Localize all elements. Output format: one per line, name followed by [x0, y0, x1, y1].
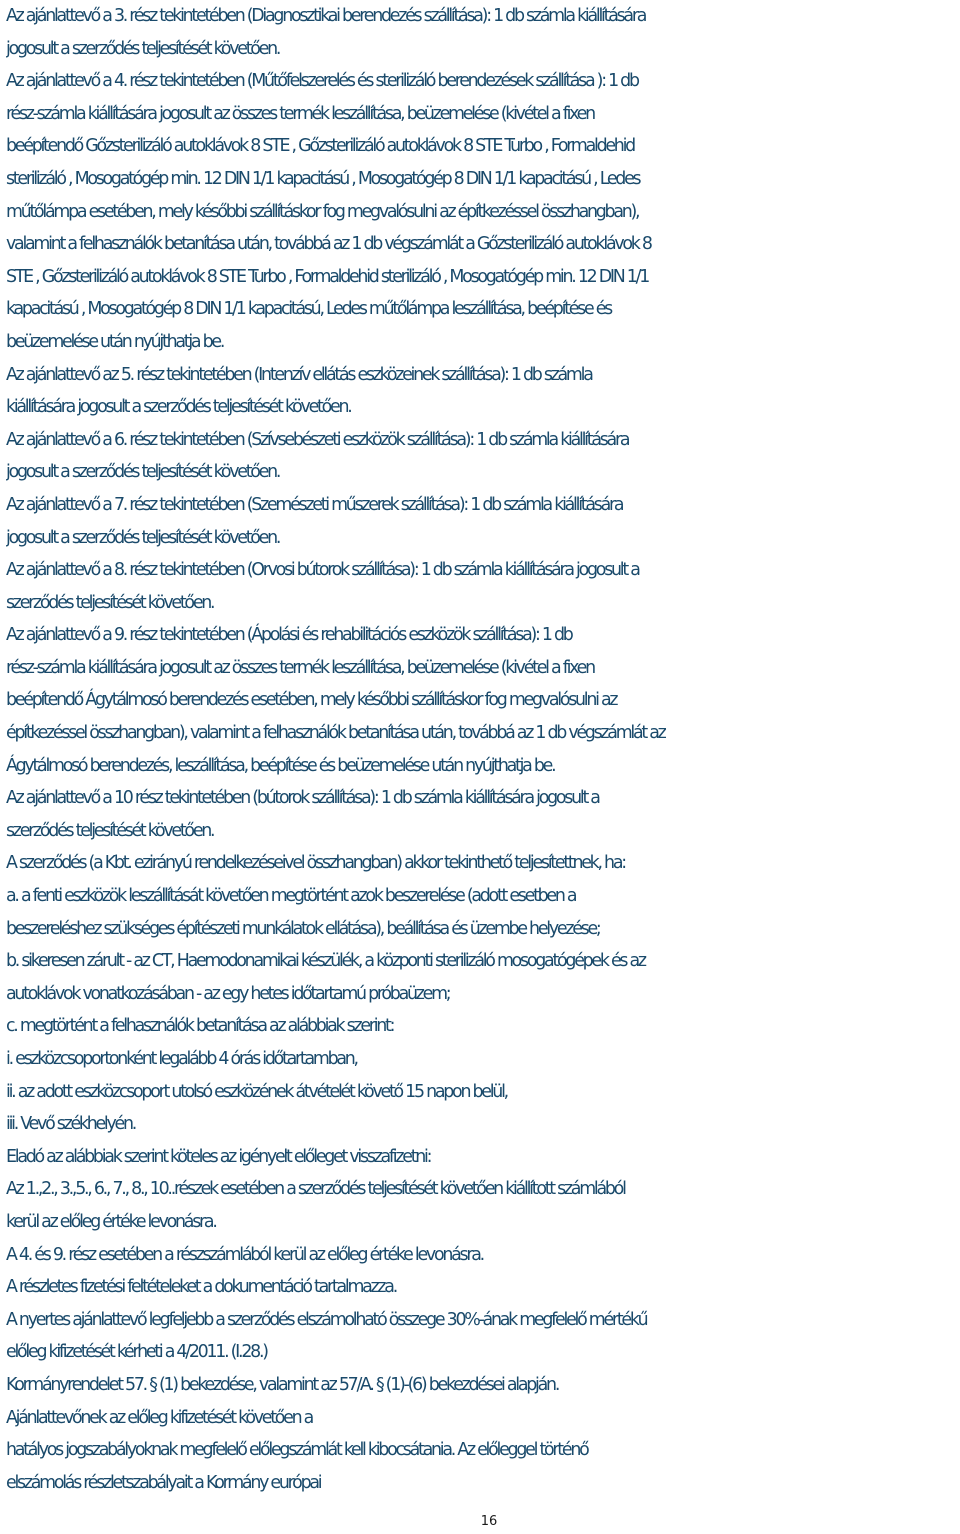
text-line: kiállítására jogosult a szerződés teljesítését követően.: [6, 397, 351, 418]
text-line: jogosult a szerződés teljesítését követően.: [6, 462, 280, 483]
text-line: STE , Gőzsterilizáló autoklávok 8 STE Turbo , Formaldehid sterilizáló , Mosogatógép min. 12 DIN 1/1: [6, 266, 649, 287]
text-line: Az 1.,2., 3.,5., 6., 7., 8., 10..részek esetében a szerződés teljesítését követően kiállított számlából: [6, 1179, 625, 1200]
text-line: műtőlámpa esetében, mely későbbi szállításkor fog megvalósulni az építkezéssel összhangban),: [6, 201, 639, 222]
text-line: jogosult a szerződés teljesítését követően.: [6, 38, 280, 59]
text-line: ii. az adott eszközcsoport utolsó eszközének átvételét követő 15 napon belül,: [6, 1081, 507, 1102]
text-line: kapacitású , Mosogatógép 8 DIN 1/1 kapacitású, Ledes műtőlámpa leszállítása, beépítése és: [6, 299, 611, 320]
body-text: [6, 0, 960, 1499]
text-line: iii. Vevő székhelyén.: [6, 1114, 136, 1135]
text-line: Ágytálmosó berendezés, leszállítása, beépítése és beüzemelése után nyújthatja be.: [6, 755, 555, 776]
text-line: Az ajánlattevő a 3. rész tekintetében (Diagnosztikai berendezés szállítása): 1 db számla kiállítására: [6, 6, 646, 26]
text-line: szerződés teljesítését követően.: [6, 592, 214, 613]
text-line: Az ajánlattevő a 9. rész tekintetében (Ápolási és rehabilitációs eszközök szállítása): 1 db: [6, 625, 572, 646]
text-line: c. megtörtént a felhasználók betanítása az alábbiak szerint:: [6, 1016, 394, 1037]
text-line: Az ajánlattevő a 10 rész tekintetében (bútorok szállítása): 1 db számla kiállítására jogosult a: [6, 788, 599, 809]
text-line: előleg kifizetését kérheti a 4/2011. (I.28.): [6, 1342, 267, 1363]
text-line: beépítendő Ágytálmosó berendezés esetében, mely későbbi szállításkor fog megvalósulni az: [6, 690, 617, 711]
text-line: beüzemelése után nyújthatja be.: [6, 331, 224, 352]
text-line: elszámolás részletszabályait a Kormány európai: [6, 1472, 321, 1493]
text-line: sterilizáló , Mosogatógép min. 12 DIN 1/1 kapacitású , Mosogatógép 8 DIN 1/1 kapacitású , Ledes: [6, 168, 640, 189]
text-line: beszereléshez szükséges építészeti munkálatok ellátása), beállítása és üzembe helyezése;: [6, 918, 600, 939]
text-line: A 4. és 9. rész esetében a részszámlából kerül az előleg értéke levonásra.: [6, 1244, 483, 1265]
text-line: Az ajánlattevő a 7. rész tekintetében (Szemészeti műszerek szállítása): 1 db számla kiállítására: [6, 494, 623, 515]
page-number: 16: [480, 1514, 498, 1529]
text-line: rész-számla kiállítására jogosult az összes termék leszállítása, beüzemelése (kivétel a fixen: [6, 657, 594, 678]
text-line: hatályos jogszabályoknak megfelelő előlegszámlát kell kibocsátania. Az előleggel történő: [6, 1440, 588, 1461]
text-line: Kormányrendelet 57. § (1) bekezdése, valamint az 57/A. § (1)-(6) bekezdései alapján.: [6, 1374, 559, 1395]
text-line: Az ajánlattevő a 4. rész tekintetében (Műtőfelszerelés és sterilizáló berendezések szállítása ): 1 db: [6, 71, 638, 92]
text-line: b. sikeresen zárult - az CT, Haemodonamikai készülék, a központi sterilizáló mosogatógépek és az: [6, 951, 645, 972]
text-line: Eladó az alábbiak szerint köteles az igényelt előleget visszafizetni:: [6, 1146, 431, 1167]
text-line: Az ajánlattevő a 6. rész tekintetében (Szívsebészeti eszközök szállítása): 1 db számla kiállítására: [6, 429, 629, 450]
text-line: beépítendő Gőzsterilizáló autoklávok 8 STE , Gőzsterilizáló autoklávok 8 STE Turbo , Formaldehid: [6, 136, 634, 157]
text-line: szerződés teljesítését követően.: [6, 820, 214, 841]
text-line: i. eszközcsoportonként legalább 4 órás időtartamban,: [6, 1049, 357, 1069]
text-line: Ajánlattevőnek az előleg kifizetését követően a: [6, 1407, 313, 1428]
text-line: A nyertes ajánlattevő legfeljebb a szerződés elszámolható összege 30%-ának megfelelő mértékű: [6, 1309, 647, 1330]
text-line: jogosult a szerződés teljesítését követően.: [6, 527, 280, 548]
text-line: A szerződés (a Kbt. ezirányú rendelkezéseivel összhangban) akkor tekinthető teljesítettnek, ha:: [6, 853, 625, 874]
text-line: kerül az előleg értéke levonásra.: [6, 1211, 216, 1232]
text-line: valamint a felhasználók betanítása után, továbbá az 1 db végszámlát a Gőzsterilizáló autoklávok 8: [6, 234, 651, 255]
text-line: A részletes fizetési feltételeket a dokumentáció tartalmazza.: [6, 1277, 396, 1298]
text-line: rész-számla kiállítására jogosult az összes termék leszállítása, beüzemelése (kivétel a fixen: [6, 103, 594, 124]
text-line: a. a fenti eszközök leszállítását követően megtörtént azok beszerelése (adott esetben a: [6, 886, 576, 907]
text-line: Az ajánlattevő a 8. rész tekintetében (Orvosi bútorok szállítása): 1 db számla kiállítására jogosult a: [6, 560, 639, 581]
text-line: építkezéssel összhangban), valamint a felhasználók betanítása után, továbbá az 1 db végszámlát az: [6, 723, 665, 744]
text-line: Az ajánlattevő az 5. rész tekintetében (Intenzív ellátás eszközeinek szállítása): 1 db számla: [6, 364, 592, 385]
text-line: autoklávok vonatkozásában - az egy hetes időtartamú próbaüzem;: [6, 983, 450, 1004]
